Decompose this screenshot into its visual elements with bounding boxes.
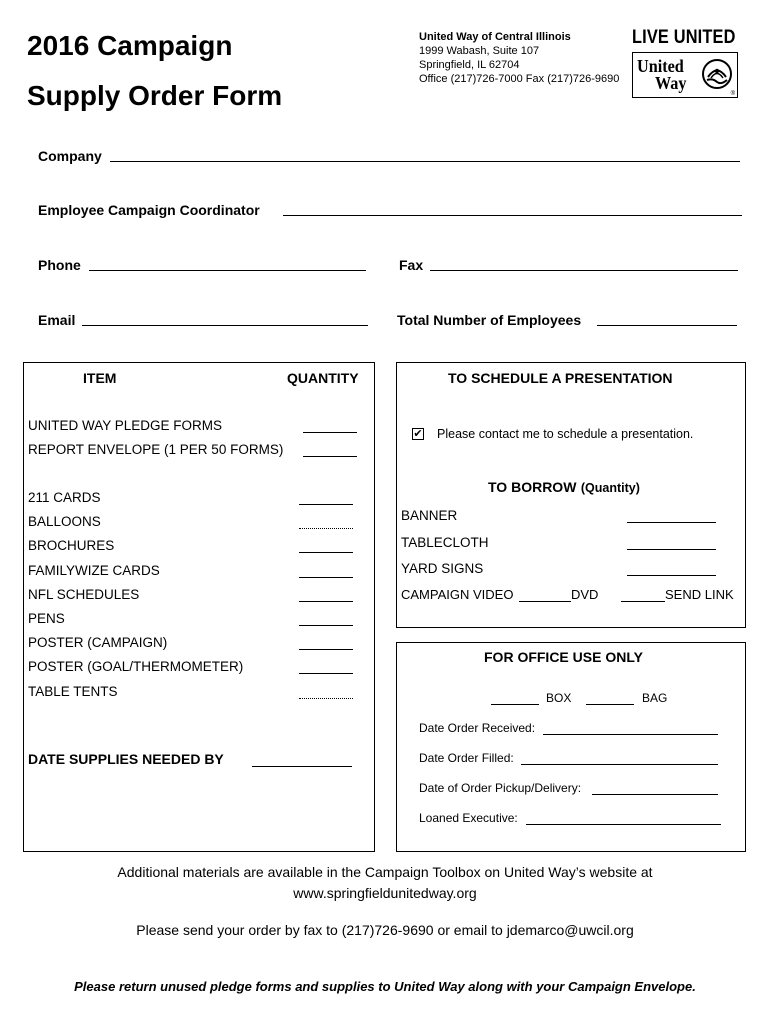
supply-item-quantity-field[interactable] — [299, 625, 353, 626]
supply-item-quantity-field[interactable] — [299, 504, 353, 505]
box-label: BOX — [546, 691, 572, 705]
items-box — [23, 362, 375, 852]
supply-item-quantity-field[interactable] — [299, 577, 353, 578]
date-pickup-label: Date of Order Pickup/Delivery: — [419, 781, 582, 795]
supply-item-quantity-field[interactable] — [303, 432, 357, 433]
schedule-checkbox-label: Please contact me to schedule a presentation. — [437, 427, 694, 441]
supply-item-quantity-field[interactable] — [299, 673, 353, 674]
fax-field[interactable] — [430, 270, 738, 271]
loaned-exec-label: Loaned Executive: — [419, 811, 518, 825]
employees-field[interactable] — [597, 325, 737, 326]
company-label: Company — [38, 148, 102, 164]
phone-field[interactable] — [89, 270, 366, 271]
supply-item-label: TABLE TENTS — [28, 683, 118, 699]
supply-item-quantity-field[interactable] — [303, 456, 357, 457]
date-filled-field[interactable] — [521, 764, 718, 765]
date-received-label: Date Order Received: — [419, 721, 536, 735]
date-needed-label: DATE SUPPLIES NEEDED BY — [28, 751, 224, 767]
coordinator-label: Employee Campaign Coordinator — [38, 202, 260, 218]
page-title-line2: Supply Order Form — [27, 80, 283, 111]
org-name: United Way of Central Illinois — [419, 31, 571, 43]
supply-item-quantity-field[interactable] — [299, 698, 353, 699]
supply-item-label: BALLOONS — [28, 514, 101, 530]
supply-item-label: REPORT ENVELOPE (1 PER 50 FORMS) — [28, 442, 284, 457]
fax-label: Fax — [399, 257, 424, 273]
borrow-item-quantity-field[interactable] — [627, 549, 716, 550]
phone-label: Phone — [38, 257, 81, 273]
footer-line-1: Additional materials are available in the Campaign Toolbox on United Way’s website at — [117, 864, 653, 880]
logo-word-united: United — [637, 56, 684, 76]
dvd-quantity-field[interactable] — [519, 601, 571, 602]
footer-return-note: Please return unused pledge forms and supplies to United Way along with your Campaign Envelope. — [74, 979, 696, 994]
send-link-quantity-field[interactable] — [621, 601, 665, 602]
borrow-item-label: BANNER — [401, 508, 458, 523]
email-field[interactable] — [82, 325, 368, 326]
borrow-item-label: YARD SIGNS — [401, 561, 484, 576]
borrow-item-quantity-field[interactable] — [627, 575, 716, 576]
supply-item-label: NFL SCHEDULES — [28, 586, 140, 602]
org-phone: Office (217)726-7000 Fax (217)726-9690 — [419, 73, 620, 85]
supply-item-quantity-field[interactable] — [299, 528, 353, 529]
borrow-heading — [488, 479, 640, 497]
send-link-label: SEND LINK — [665, 587, 734, 602]
supply-item-quantity-field[interactable] — [299, 552, 353, 553]
supply-item-label: FAMILYWIZE CARDS — [28, 562, 160, 578]
borrow-item-quantity-field[interactable] — [627, 522, 716, 523]
hand-rainbow-icon — [701, 58, 733, 90]
supply-item-label: POSTER (GOAL/THERMOMETER) — [28, 659, 244, 675]
employees-label: Total Number of Employees — [397, 312, 582, 328]
footer-website: www.springfieldunitedway.org — [293, 885, 477, 901]
logo-tagline: LIVE UNITED — [632, 27, 736, 48]
supply-item-label: UNITED WAY PLEDGE FORMS — [28, 418, 223, 433]
logo-box — [632, 52, 738, 98]
bag-label: BAG — [642, 691, 668, 705]
borrow-heading-title: TO BORROW — [488, 479, 577, 495]
footer-send-order: Please send your order by fax to (217)726-9690 or email to jdemarco@uwcil.org — [136, 922, 634, 938]
item-column-header: ITEM — [83, 370, 117, 386]
date-pickup-field[interactable] — [592, 794, 718, 795]
coordinator-field[interactable] — [283, 215, 742, 216]
loaned-exec-field[interactable] — [526, 824, 721, 825]
united-way-logo — [632, 28, 740, 100]
supply-item-label: BROCHURES — [28, 538, 115, 554]
bag-quantity-field[interactable] — [586, 704, 634, 705]
company-field[interactable] — [110, 161, 740, 162]
supply-item-label: POSTER (CAMPAIGN) — [28, 635, 168, 651]
box-quantity-field[interactable] — [491, 704, 539, 705]
org-address-line2: Springfield, IL 62704 — [419, 59, 520, 71]
quantity-column-header: QUANTITY — [287, 370, 359, 386]
schedule-heading: TO SCHEDULE A PRESENTATION — [448, 370, 673, 386]
email-label: Email — [38, 312, 76, 328]
date-needed-field[interactable] — [252, 766, 352, 767]
dvd-label: DVD — [571, 587, 599, 602]
supply-item-label: 211 CARDS — [28, 490, 101, 505]
date-received-field[interactable] — [543, 734, 718, 735]
logo-word-way: Way — [655, 73, 687, 93]
org-info — [419, 30, 619, 86]
supply-item-label: PENS — [28, 611, 65, 626]
schedule-checkbox[interactable]: ✔ — [413, 428, 423, 440]
page-title-line1: 2016 Campaign — [27, 30, 233, 61]
org-address-line1: 1999 Wabash, Suite 107 — [419, 45, 540, 57]
logo-registered: ® — [730, 91, 735, 97]
supply-item-quantity-field[interactable] — [299, 601, 353, 602]
office-heading: FOR OFFICE USE ONLY — [484, 649, 643, 665]
borrow-item-label: TABLECLOTH — [401, 534, 489, 550]
date-filled-label: Date Order Filled: — [419, 751, 514, 765]
supply-item-quantity-field[interactable] — [299, 649, 353, 650]
campaign-video-label: CAMPAIGN VIDEO — [401, 587, 514, 602]
borrow-heading-sub: (Quantity) — [580, 481, 640, 495]
